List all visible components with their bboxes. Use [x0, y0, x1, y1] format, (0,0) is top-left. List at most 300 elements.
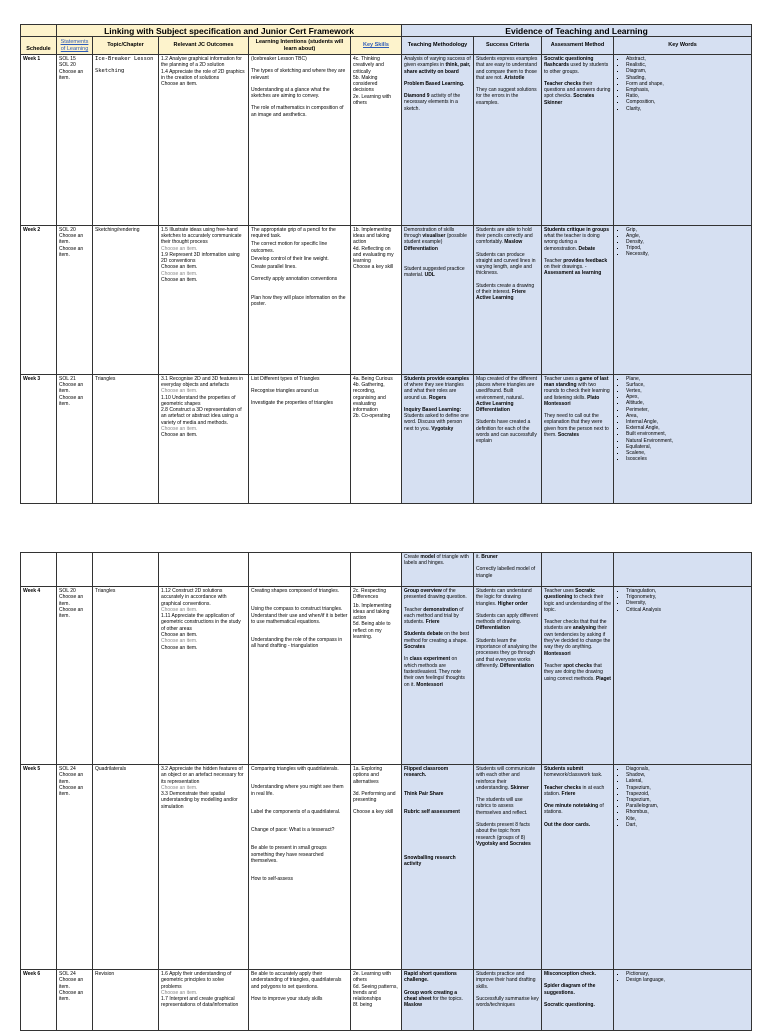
sol-item[interactable]: SOL 24: [59, 766, 76, 772]
bold-text: Misconception check.: [544, 971, 596, 977]
keyword-list: [616, 766, 749, 828]
text: (possible student example): [404, 232, 467, 246]
methodology-cell: [402, 225, 474, 374]
sol-item[interactable]: SOL 20: [59, 588, 76, 594]
intention-item: Create parallel lines.: [251, 264, 297, 271]
sol-dropdown[interactable]: Choose an item.: [59, 381, 84, 395]
keywords-cell: [614, 970, 752, 1031]
topic-cell: Sketching/rendering: [93, 225, 159, 374]
col-header-keywords: Key Words: [614, 37, 752, 55]
sol-dropdown[interactable]: Choose an item.: [59, 594, 84, 607]
bold-text: Socratic questioning flashcards: [544, 55, 594, 69]
keyword-item: ▪ Built environment,: [626, 431, 749, 437]
keyword-item: ▪ Area,: [626, 413, 749, 419]
bold-text: Differentiation: [500, 662, 534, 669]
outcome-dropdown[interactable]: Choose an item.: [161, 245, 198, 252]
empty-cell: [542, 553, 614, 587]
bold-text: Group overview: [404, 588, 442, 594]
bold-text: Active Learning Differentiation: [476, 400, 514, 414]
bold-text: Maslow: [504, 239, 523, 246]
intention-item: The role of mathematics in composition of an image and aesthetics.: [251, 105, 344, 118]
skill-item[interactable]: 6d. Seeing patterns, trends and relationships: [353, 983, 398, 1003]
skills-cell: [351, 765, 402, 970]
bold-text: Socrates Skinner: [544, 93, 595, 106]
outcome-item[interactable]: 1.4 Appreciate the role of 2D graphics in the creation of solutions: [161, 68, 245, 81]
text: Correctly labelled model of triangle: [476, 566, 536, 579]
bold-text: game of last man standing: [544, 375, 609, 388]
text: Teacher uses a: [544, 375, 580, 382]
success-cell: [474, 225, 542, 374]
schedule-cell: Week 4: [21, 587, 57, 765]
text: Students practice and improve their hand drafting skills.: [476, 971, 536, 990]
bold-text: Friere: [561, 790, 576, 797]
skill-item[interactable]: 2e. Learning with others: [353, 93, 392, 107]
sol-dropdown[interactable]: Choose an item.: [59, 989, 84, 1003]
keyword-item: ▪ Altitude,: [626, 400, 749, 406]
text: used by students to other groups.: [544, 62, 609, 75]
empty-cell: [93, 553, 159, 587]
text: with two rounds to check their learning and listening skills.: [544, 381, 610, 401]
skills-cell: [351, 374, 402, 503]
text: Student suggested practice material.: [404, 265, 465, 279]
outcome-dropdown[interactable]: Choose an item.: [161, 638, 198, 645]
keyword-item: ▪ Pictionary,: [626, 971, 749, 977]
sol-item[interactable]: SOL 24: [59, 971, 76, 977]
col-header-outcomes: Relevant JC Outcomes: [159, 37, 249, 55]
intention-item: Comparing triangles with quadrilaterals.: [251, 766, 339, 772]
bold-text: Vygotsky and Socrates: [476, 840, 531, 847]
planning-table-page-1: [20, 24, 752, 504]
sol-dropdown[interactable]: Choose an item.: [59, 772, 84, 785]
keyword-item: ▪ Shadow,: [626, 772, 749, 778]
bold-text: Teacher checks: [544, 80, 582, 87]
assessment-cell: [542, 374, 614, 503]
text: In: [404, 656, 410, 663]
sol-dropdown[interactable]: Choose an item.: [59, 977, 84, 990]
sol-dropdown[interactable]: Choose an item.: [59, 68, 84, 81]
col-header-statements-link[interactable]: Statements of Learning: [57, 37, 93, 55]
bold-text: Teacher checks: [544, 784, 582, 791]
bold-text: Rogers: [429, 394, 447, 401]
keyword-list: [616, 376, 749, 463]
intention-item: The correct motion for specific line outcomes.: [251, 241, 328, 254]
text: Create: [404, 554, 421, 560]
text: Teacher checks that that the students are: [544, 619, 607, 632]
table-row-week-3: [21, 374, 752, 503]
outcome-dropdown[interactable]: Choose an item.: [161, 432, 198, 439]
empty-cell: [351, 553, 402, 587]
bold-text: think, pair, share activity on board: [404, 62, 471, 75]
text: of triangle with labels and hinges.: [404, 554, 469, 567]
bold-text: One minute notetaking: [544, 803, 599, 810]
bold-text: Assessment as learning: [544, 270, 602, 277]
intentions-cell: [249, 54, 351, 225]
keyword-item: ▪ Trapezium,: [626, 797, 749, 803]
text: Students can produce straight and curved lines in varying length, angle and thickness.: [476, 251, 536, 277]
text: for the topics.: [431, 995, 463, 1002]
keyword-item: ▪ Natural Environment,: [626, 438, 749, 444]
keyword-item: ▪ Surface,: [626, 382, 749, 388]
keywords-cell: [614, 374, 752, 503]
intention-item: The appropriate grip of a pencil for the required task.: [251, 226, 336, 239]
topic-item: Sketching: [95, 68, 125, 75]
assessment-cell: [542, 225, 614, 374]
keyword-item: ▪ Trigonometry,: [626, 594, 749, 600]
bold-text: cheat sheet: [404, 995, 432, 1002]
bold-text: Skinner: [510, 784, 529, 791]
bold-text: Snowballing research activity: [404, 855, 456, 868]
intention-item: Investigate the properties of triangles: [251, 400, 333, 407]
col-header-methodology: Teaching Methodology: [402, 37, 474, 55]
schedule-cell: Week 2: [21, 225, 57, 374]
keyword-item: ▪ Scalene,: [626, 450, 749, 456]
text: homework/classwork task.: [544, 772, 603, 779]
keyword-list: [616, 971, 749, 983]
keyword-item: ▪ Diagram,: [626, 68, 749, 74]
keywords-cell: [614, 54, 752, 225]
text: Students express examples that are easy to understand and compare them to those that are not.: [476, 55, 538, 81]
bold-text: Debate: [578, 245, 596, 252]
schedule-cell: Week 1: [21, 54, 57, 225]
outcome-dropdown[interactable]: Choose an item.: [161, 264, 198, 271]
assessment-cell: [542, 54, 614, 225]
outcomes-cell: [159, 374, 249, 503]
keyword-item: ▪ Triangulation,: [626, 588, 749, 594]
skills-cell: [351, 587, 402, 765]
text: Teacher: [404, 606, 424, 613]
intention-item: How to self-assess: [251, 876, 293, 883]
outcome-dropdown[interactable]: Choose an item.: [161, 989, 198, 996]
schedule-cell: Week 5: [21, 765, 57, 970]
keyword-item: ▪ Tripod,: [626, 245, 749, 251]
keyword-item: ▪ Kite,: [626, 816, 749, 822]
keywords-cell: [614, 587, 752, 765]
bold-text: Diamond 9: [404, 93, 430, 100]
intention-item: Recognise triangles around us: [251, 387, 319, 394]
intention-item: Understanding the role of the compass in all hand drafting - triangulation: [251, 637, 343, 650]
intention-item: Label the components of a quadrilateral.: [251, 808, 341, 815]
methodology-cell: [402, 765, 474, 970]
keyword-item: ▪ Isosceles: [626, 456, 749, 462]
skills-cell: [351, 970, 402, 1031]
outcome-item[interactable]: 3.1 Recognise 2D and 3D features in everyday objects and artefacts: [161, 375, 243, 388]
assessment-cell: [542, 765, 614, 970]
intentions-cell: [249, 374, 351, 503]
keyword-item: ▪ Form and shape,: [626, 81, 749, 87]
text: Students have created a definition for each of the words and can successfully explain: [476, 419, 537, 445]
keyword-item: ▪ Lateral,: [626, 778, 749, 784]
outcome-dropdown[interactable]: Choose an item.: [161, 277, 198, 284]
intention-item: The types of sketching and where they are relevant: [251, 68, 346, 81]
outcome-item[interactable]: 3.3 Demonstrate their spatial understanding by modelling and/or simulation: [161, 791, 238, 810]
text: activity of the necessary elements in a sketch.: [404, 93, 461, 112]
keyword-item: ▪ Trapezium,: [626, 785, 749, 791]
methodology-cell: [402, 553, 474, 587]
bold-text: visualiser: [422, 232, 446, 239]
outcome-item[interactable]: 1.2 Analyse graphical information for the planning of a 2D solution: [161, 55, 242, 69]
schedule-cell: Week 6: [21, 970, 57, 1031]
text: Students learn the importance of analysing the processes they go through and that everyone works differently.: [476, 637, 538, 669]
bold-text: Maslow: [404, 1002, 423, 1009]
keyword-item: ▪ Diagonals,: [626, 766, 749, 772]
topic-cell: Revision: [93, 970, 159, 1031]
intention-item: Develop control of their line weight.: [251, 255, 329, 262]
text: what the teacher is doing wrong during a demonstration.: [544, 232, 600, 252]
empty-cell: [159, 553, 249, 587]
bold-text: model: [420, 554, 436, 560]
keyword-item: ▪ Necessity,: [626, 251, 749, 257]
sol-item[interactable]: SOL 21: [59, 375, 76, 382]
keyword-item: ▪ Shading,: [626, 75, 749, 81]
table-row-week-2: [21, 225, 752, 374]
skill-dropdown[interactable]: Choose a key skill: [353, 809, 394, 816]
text: Teacher uses: [544, 588, 576, 594]
assessment-cell: [542, 587, 614, 765]
bold-text: Aristotle: [504, 74, 525, 81]
keyword-list: [616, 588, 749, 613]
intention-item: Understanding where you might see them in real life.: [251, 784, 344, 797]
col-header-key-skills-link[interactable]: Key Skills: [351, 37, 402, 55]
keyword-item: ▪ Critical Analysis: [626, 607, 749, 613]
outcome-dropdown[interactable]: Choose an item.: [161, 606, 198, 613]
skill-item[interactable]: 1b. Implementing ideas and taking action: [353, 226, 392, 246]
success-cell: [474, 970, 542, 1031]
text: Demonstration of skills through: [404, 226, 455, 239]
bold-text: Differentiation: [404, 245, 438, 252]
keyword-item: ▪ Emphasis,: [626, 87, 749, 93]
methodology-cell: [402, 587, 474, 765]
bold-text: UDL: [424, 272, 435, 279]
bold-text: Inquiry Based Learning:: [404, 406, 462, 413]
outcomes-cell: [159, 54, 249, 225]
sol-item[interactable]: SOL 15: [59, 55, 76, 62]
skill-item[interactable]: 2b. Co-operating: [353, 413, 391, 420]
outcome-item[interactable]: 1.12 Construct 2D solutions accurately in accordance with graphical conventions.: [161, 588, 227, 607]
sol-dropdown[interactable]: Choose an item.: [59, 606, 84, 620]
outcome-dropdown[interactable]: Choose an item.: [161, 632, 198, 639]
bold-text: Friere: [425, 619, 440, 626]
table-row-continuation: [21, 553, 752, 587]
bold-text: Spider diagram of the suggestions.: [544, 983, 596, 996]
table-row-week-5: [21, 765, 752, 970]
outcome-dropdown[interactable]: Choose an item.: [161, 644, 198, 651]
topic-cell: [93, 54, 159, 225]
text: on their drawings. -: [544, 264, 587, 271]
table-row-week-1: [21, 54, 752, 225]
keyword-item: ▪ Dart,: [626, 822, 749, 828]
skills-cell: [351, 225, 402, 374]
keyword-item: ▪ Internal Angle,: [626, 419, 749, 425]
sol-dropdown[interactable]: Choose an item.: [59, 394, 84, 407]
bold-text: Montessori: [416, 681, 443, 688]
skill-item[interactable]: 5b. Making considered decisions: [353, 74, 378, 94]
text: Students asked to define one word. Discuss with person next to you.: [404, 413, 469, 432]
outcome-item[interactable]: 1.7 Interpret and create graphical representations of data/information: [161, 996, 239, 1009]
text: their questions and answers during spot checks.: [544, 80, 611, 100]
bold-text: Plato Montessori: [544, 394, 600, 407]
text: it.: [476, 554, 482, 560]
bold-text: analysing: [572, 625, 596, 632]
sol-cell: [57, 587, 93, 765]
text: to check their logic and understanding of the topic.: [544, 594, 611, 613]
text: Students create a drawing of their interest.: [476, 282, 535, 296]
text: The students will use rubrics to assess themselves and reflect.: [476, 797, 528, 816]
intention-item: Be able to accurately apply their understanding of triangles, quadrilaterals and polygons to set questions.: [251, 971, 342, 990]
sol-cell: [57, 374, 93, 503]
keyword-item: ▪ Trapezoid,: [626, 791, 749, 797]
bold-text: Socratic questioning: [544, 588, 595, 601]
col-header-success: Success Criteria: [474, 37, 542, 55]
skill-item[interactable]: 2c. Respecting Differences: [353, 588, 387, 601]
skill-item[interactable]: 5d. Being able to reflect on my learning.: [353, 621, 391, 641]
text: They need to call out the explanation that they were given from the person next to them.: [544, 413, 609, 439]
bold-text: Socratic questioning.: [544, 1001, 595, 1008]
skill-item[interactable]: 4b. Gathering, recording, organising and evaluating information: [353, 381, 386, 414]
intention-item: Creating shapes composed of triangles.: [251, 588, 340, 594]
intention-item: (Icebreaker Lesson TBC): [251, 55, 307, 62]
bold-text: provides feedback: [563, 257, 608, 264]
bold-text: Piaget: [595, 675, 611, 682]
sol-item[interactable]: SOL 20: [59, 62, 76, 69]
planning-table-page-2: [20, 552, 752, 1031]
col-header-topic: Topic/Chapter: [93, 37, 159, 55]
sol-dropdown[interactable]: Choose an item.: [59, 784, 84, 798]
outcome-item[interactable]: 1.6 Apply their understanding of geometric principles to solve problems: [161, 971, 232, 990]
text: Analysis of varying success of given examples in: [404, 55, 471, 69]
intention-item: List Different types of Triangles: [251, 375, 320, 382]
keyword-item: ▪ Abstract,: [626, 56, 749, 62]
skill-item[interactable]: 4d. Reflecting on and evaluating my learning: [353, 245, 394, 265]
keyword-item: ▪ Clarity,: [626, 106, 749, 112]
sol-cell: [57, 54, 93, 225]
empty-cell: [614, 553, 752, 587]
keyword-item: ▪ External Angle,: [626, 425, 749, 431]
outcome-item[interactable]: 2.8 Construct a 3D representation of an artefact or abstract idea using a variety of media and methods.: [161, 407, 242, 426]
skill-dropdown[interactable]: Choose a key skill: [353, 264, 394, 271]
empty-cell: [21, 553, 57, 587]
table-row-week-4: [21, 587, 752, 765]
keyword-item: ▪ Density,: [626, 239, 749, 245]
keyword-list: [616, 227, 749, 258]
text: Successfully summarise key words/techniques: [476, 995, 539, 1009]
bold-text: Bruner: [481, 554, 498, 560]
empty-cell: [249, 553, 351, 587]
outcomes-cell: [159, 587, 249, 765]
keyword-item: ▪ Ratio,: [626, 93, 749, 99]
keyword-item: ▪ Angle,: [626, 233, 749, 239]
skill-item[interactable]: 1b. Implementing ideas and taking action: [353, 602, 392, 622]
text: Students can understand the logic for drawing triangles.: [476, 588, 532, 607]
sol-item[interactable]: SOL 20: [59, 226, 76, 233]
text: Students present 8 facts about the topic from research (groups of 8): [476, 822, 530, 841]
topic-cell: Quadrilaterals: [93, 765, 159, 970]
text: Teacher: [544, 257, 564, 264]
keyword-item: ▪ Diversity,: [626, 600, 749, 606]
bold-text: Vygotsky: [431, 425, 454, 432]
bold-text: Problem Based Learning.: [404, 80, 465, 87]
bold-text: Group work creating a: [404, 989, 458, 996]
text: Students can apply different methods of drawing.: [476, 612, 538, 626]
text: Map created of the different places where triangles are used/found. Built environment, natural..: [476, 375, 538, 401]
bold-text: Students critique in groups: [544, 226, 610, 233]
bold-text: Students debate: [404, 631, 443, 638]
success-cell: [474, 553, 542, 587]
skill-item[interactable]: 2e. Learning with others: [353, 971, 392, 984]
methodology-cell: [402, 970, 474, 1031]
success-cell: [474, 374, 542, 503]
skill-item[interactable]: 4a. Being Curious: [353, 375, 393, 382]
keyword-item: ▪ Grip,: [626, 227, 749, 233]
bold-text: class experiment: [409, 656, 451, 663]
keyword-item: ▪ Composition,: [626, 99, 749, 105]
outcome-item[interactable]: 1.5 Illustrate ideas using free-hand sketches to accurately communicate their thought process: [161, 226, 242, 246]
keyword-item: ▪ Rhombus,: [626, 809, 749, 815]
outcome-dropdown[interactable]: Choose an item.: [161, 270, 198, 277]
keyword-item: ▪ Realistic,: [626, 62, 749, 68]
keyword-item: ▪ Plane,: [626, 376, 749, 382]
bold-text: Think Pair Share: [404, 790, 444, 797]
keyword-item: ▪ Equilateral,: [626, 444, 749, 450]
table-row-week-6: [21, 970, 752, 1031]
keywords-cell: [614, 225, 752, 374]
outcome-item[interactable]: 1.10 Understand the properties of geometric shapes: [161, 394, 236, 407]
outcomes-cell: [159, 765, 249, 970]
outcome-dropdown[interactable]: Choose an item.: [161, 426, 198, 433]
success-cell: [474, 54, 542, 225]
intentions-cell: [249, 225, 351, 374]
text: of where they see triangles and what their roles are around us.: [404, 381, 464, 401]
bold-text: spot checks: [563, 662, 593, 669]
text: of stations.: [544, 803, 604, 816]
skill-item[interactable]: 8f. being: [353, 1002, 373, 1009]
outcome-item[interactable]: 3.2 Appreciate the hidden features of an object or an artefact necessary for its representation: [161, 766, 244, 785]
intentions-cell: [249, 970, 351, 1031]
bold-text: Socrates: [404, 644, 426, 651]
outcome-item[interactable]: 1.11 Appreciate the application of geometric constructions in the study of other areas: [161, 613, 241, 632]
col-header-assessment: Assessment Method: [542, 37, 614, 55]
outcome-dropdown[interactable]: Choose an item.: [161, 784, 198, 791]
bold-text: demonstration: [423, 606, 458, 613]
skills-cell: [351, 54, 402, 225]
col-header-schedule: Schedule: [21, 37, 57, 55]
bold-text: Higher order: [497, 600, 528, 607]
bold-text: Friere Active Learning: [476, 289, 526, 302]
text: their own tendencies by asking if they've decided to change the way they do anything.: [544, 625, 611, 651]
sol-cell: [57, 765, 93, 970]
outcomes-cell: [159, 225, 249, 374]
text: on the best method for creating a shape.: [404, 631, 470, 644]
success-cell: [474, 587, 542, 765]
bold-text: Flipped classroom research.: [404, 766, 449, 779]
bold-text: Students provide examples: [404, 375, 470, 382]
skill-item[interactable]: 4c. Thinking creatively and critically: [353, 55, 384, 75]
keyword-item: ▪ Apex,: [626, 394, 749, 400]
schedule-cell: Week 3: [21, 374, 57, 503]
skill-item[interactable]: 1a. Exploring options and alternatives: [353, 766, 383, 785]
sol-dropdown[interactable]: Choose an item.: [59, 232, 84, 246]
outcome-dropdown[interactable]: Choose an item.: [161, 81, 198, 88]
bold-text: Differentiation: [476, 625, 510, 632]
bold-text: Out the door cards.: [544, 821, 591, 828]
skill-item[interactable]: 3d. Performing and presenting: [353, 790, 396, 804]
intention-item: Understanding at a glance what the sketches are aiming to convey.: [251, 86, 330, 100]
sol-cell: [57, 225, 93, 374]
corner-cell: [21, 25, 57, 37]
bold-text: Montessori: [544, 650, 571, 657]
outcome-dropdown[interactable]: Choose an item.: [161, 388, 198, 395]
outcome-item[interactable]: 1.9 Represent 3D information using 2D conventions: [161, 251, 240, 265]
sol-dropdown[interactable]: Choose an item.: [59, 245, 84, 258]
